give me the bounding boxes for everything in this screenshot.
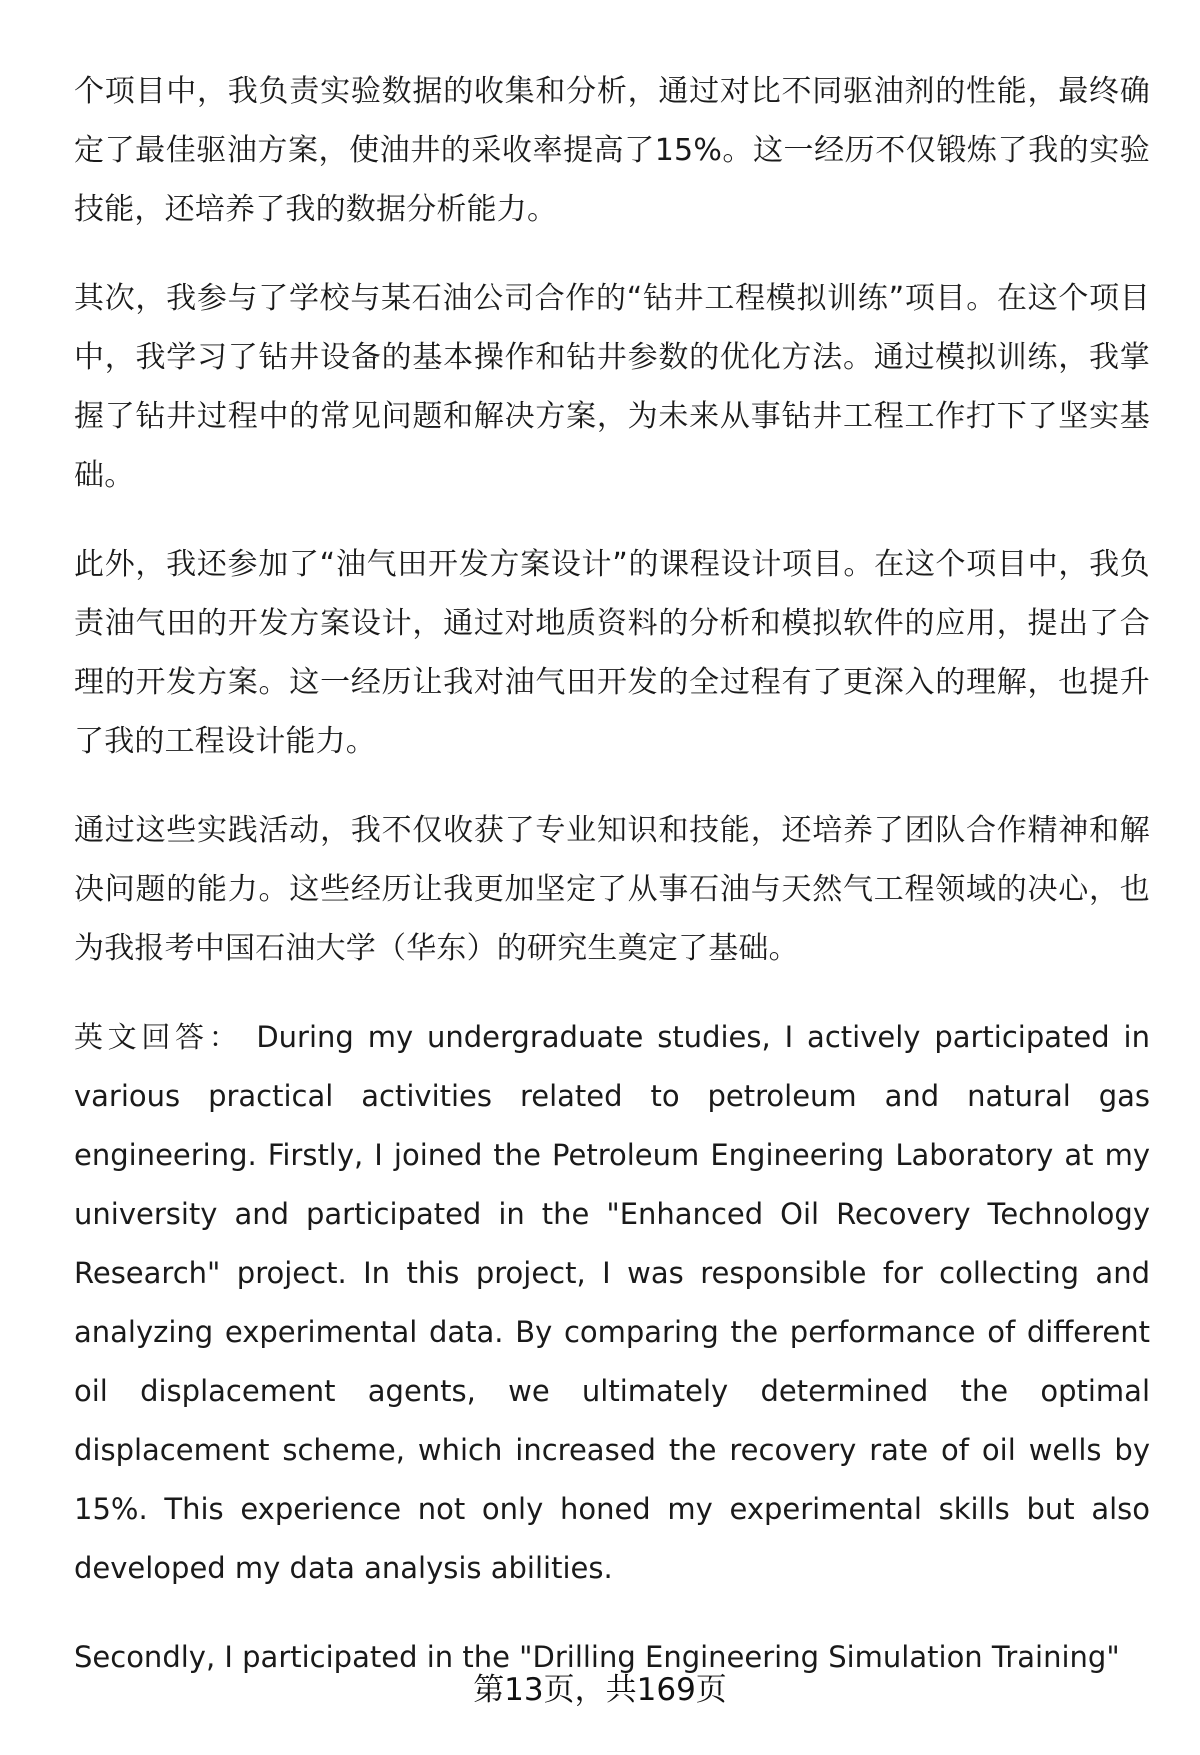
paragraph-zh-4: 通过这些实践活动，我不仅收获了专业知识和技能，还培养了团队合作精神和解决问题的能力。这些经历让我更加坚定了从事石油与天然气工程领域的决心，也为我报考中国石油大学（华东）的研究生奠定了基础。 <box>74 813 1150 966</box>
english-answer-label: 英文回答： <box>74 1020 243 1054</box>
paragraph-zh-1: 个项目中，我负责实验数据的收集和分析，通过对比不同驱油剂的性能，最终确定了最佳驱油方案，使油井的采收率提高了15%。这一经历不仅锻炼了我的实验技能，还培养了我的数据分析能力。 <box>74 74 1150 227</box>
english-answer-text: During my undergraduate studies, I actively participated in various practical activities related to petroleum and natural gas engineering. Firstly, I joined the Petroleum Engineering Laboratory at my university and participated in the "Enhanced Oil Recovery Technology Research" project. In this project, I was responsible for collecting and analyzing experimental data. By comparing the performance of different oil displacement agents, we ultimately determined the optimal displacement scheme, which increased the recovery rate of oil wells by 15%. This experience not only honed my experimental skills but also developed my data analysis abilities. <box>74 1020 1150 1585</box>
paragraph-en-1 <box>74 1008 1150 1598</box>
document-body <box>74 62 1150 1687</box>
paragraph-zh-2: 其次，我参与了学校与某石油公司合作的“钻井工程模拟训练”项目。在这个项目中，我学习了钻井设备的基本操作和钻井参数的优化方法。通过模拟训练，我掌握了钻井过程中的常见问题和解决方案，为未来从事钻井工程工作打下了坚实基础。 <box>74 281 1150 493</box>
paragraph-en-2: Secondly, I participated in the "Drilling Engineering Simulation Training" <box>74 1640 1120 1674</box>
page-number-footer: 第13页，共169页 <box>473 1672 727 1708</box>
paragraph-zh-3: 此外，我还参加了“油气田开发方案设计”的课程设计项目。在这个项目中，我负责油气田的开发方案设计，通过对地质资料的分析和模拟软件的应用，提出了合理的开发方案。这一经历让我对油气田开发的全过程有了更深入的理解，也提升了我的工程设计能力。 <box>74 547 1150 759</box>
